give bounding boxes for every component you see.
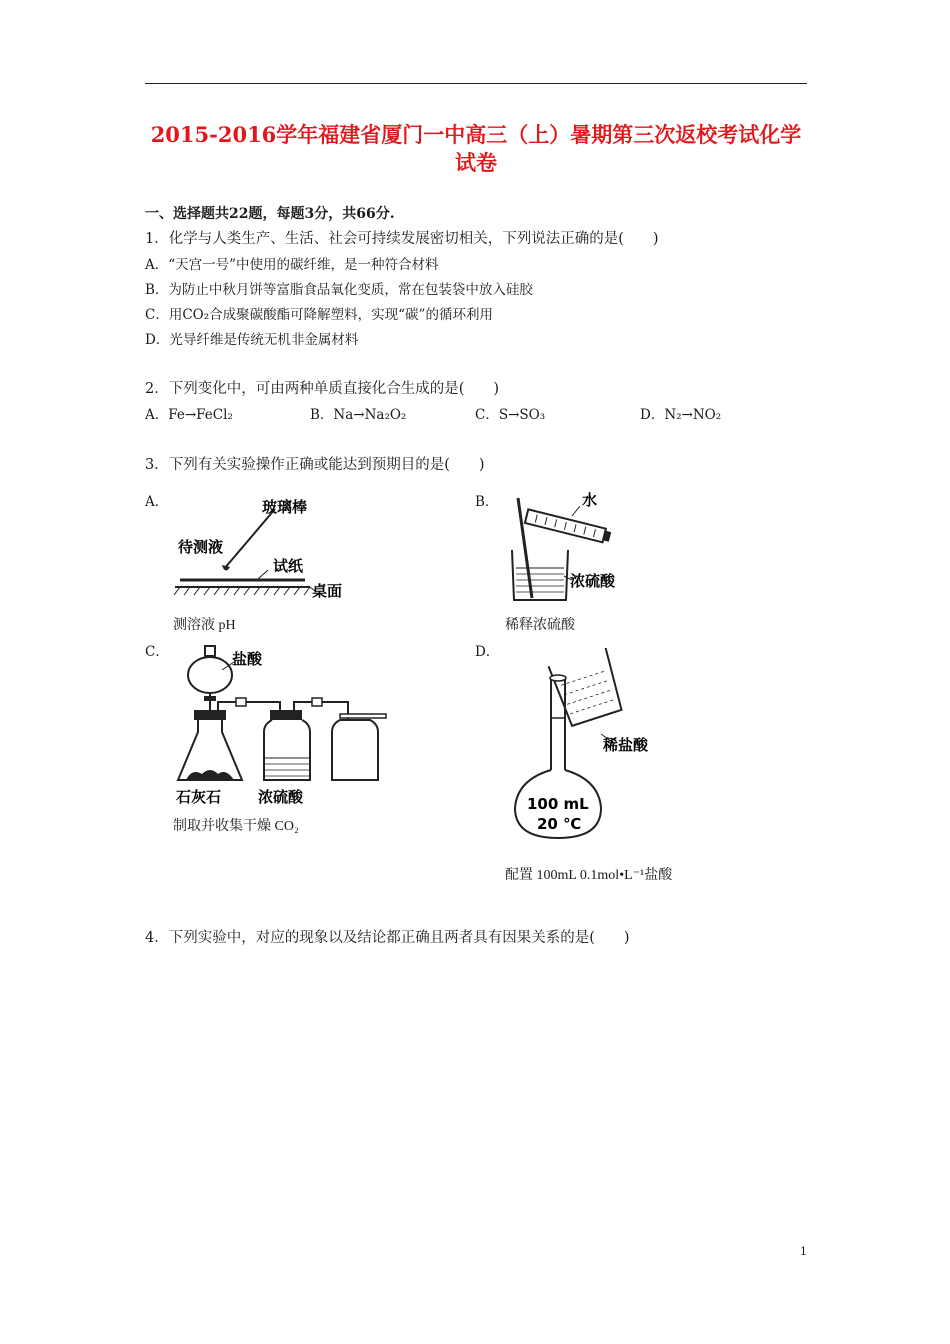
- figure-c-label-acid: 浓硫酸: [258, 788, 304, 806]
- question-2-option-b: B．Na→Na₂O₂: [310, 407, 407, 423]
- page-number: 1: [800, 1245, 807, 1258]
- question-3-stem: 3．下列有关实验操作正确或能达到预期目的是( ): [145, 457, 485, 473]
- question-1-stem: 1．化学与人类生产、生活、社会可持续发展密切相关，下列说法正确的是( ): [145, 231, 659, 247]
- figure-a-letter: A．: [145, 494, 169, 510]
- page-title-line2: 试卷: [455, 150, 497, 175]
- figure-d-volumetric-flask: [505, 648, 665, 846]
- question-1-option-a: A．“天宫一号”中使用的碳纤维，是一种符合材料: [145, 257, 439, 273]
- figure-d-caption: 配置 100mL 0.1mol•L⁻¹盐酸: [505, 868, 673, 883]
- figure-c-caption: 制取并收集干燥 CO₂: [173, 819, 299, 834]
- section-heading: 一、选择题共22题，每题3分，共66分.: [145, 206, 395, 222]
- figure-a-label-paper: 试纸: [273, 557, 304, 575]
- figure-b-caption: 稀释浓硫酸: [505, 618, 575, 633]
- figure-a-label-rod: 玻璃棒: [262, 498, 308, 516]
- figure-d-letter: D．: [475, 644, 500, 660]
- figure-a-ph-test: [170, 495, 360, 610]
- figure-a-caption: 测溶液 pH: [173, 618, 236, 633]
- figure-d-label-volume: 100 mL: [527, 795, 589, 813]
- question-1-option-b: B．为防止中秋月饼等富脂食品氧化变质，常在包装袋中放入硅胶: [145, 282, 533, 298]
- question-2-option-c: C．S→SO₃: [475, 407, 546, 423]
- figure-c-co2-apparatus: [172, 640, 397, 808]
- question-2-stem: 2．下列变化中，可由两种单质直接化合生成的是( ): [145, 381, 500, 397]
- figure-b-label-water: 水: [582, 491, 598, 509]
- figure-a-label-table: 桌面: [312, 582, 343, 600]
- figure-b-label-acid: 浓硫酸: [570, 572, 616, 590]
- figure-c-label-hcl: 盐酸: [232, 650, 263, 668]
- question-2-option-a: A．Fe→FeCl₂: [145, 407, 233, 423]
- figure-a-label-sample: 待测液: [178, 538, 224, 556]
- figure-b-dilution: [500, 488, 630, 608]
- question-1-option-c: C．用CO₂合成聚碳酸酯可降解塑料，实现“碳”的循环利用: [145, 307, 493, 323]
- figure-d-label-hcl: 稀盐酸: [603, 736, 649, 754]
- question-1-option-d: D．光导纤维是传统无机非金属材料: [145, 332, 359, 348]
- question-4-stem: 4．下列实验中，对应的现象以及结论都正确且两者具有因果关系的是( ): [145, 930, 630, 946]
- figure-b-letter: B．: [475, 494, 499, 510]
- figure-c-letter: C．: [145, 644, 169, 660]
- figure-c-label-limestone: 石灰石: [176, 788, 222, 806]
- question-2-option-d: D．N₂→NO₂: [640, 407, 722, 423]
- figure-d-label-temp: 20 ℃: [537, 815, 582, 833]
- header-rule: [145, 83, 807, 84]
- page-title: 2015-2016学年福建省厦门一中高三（上）暑期第三次返校考试化学: [150, 122, 802, 147]
